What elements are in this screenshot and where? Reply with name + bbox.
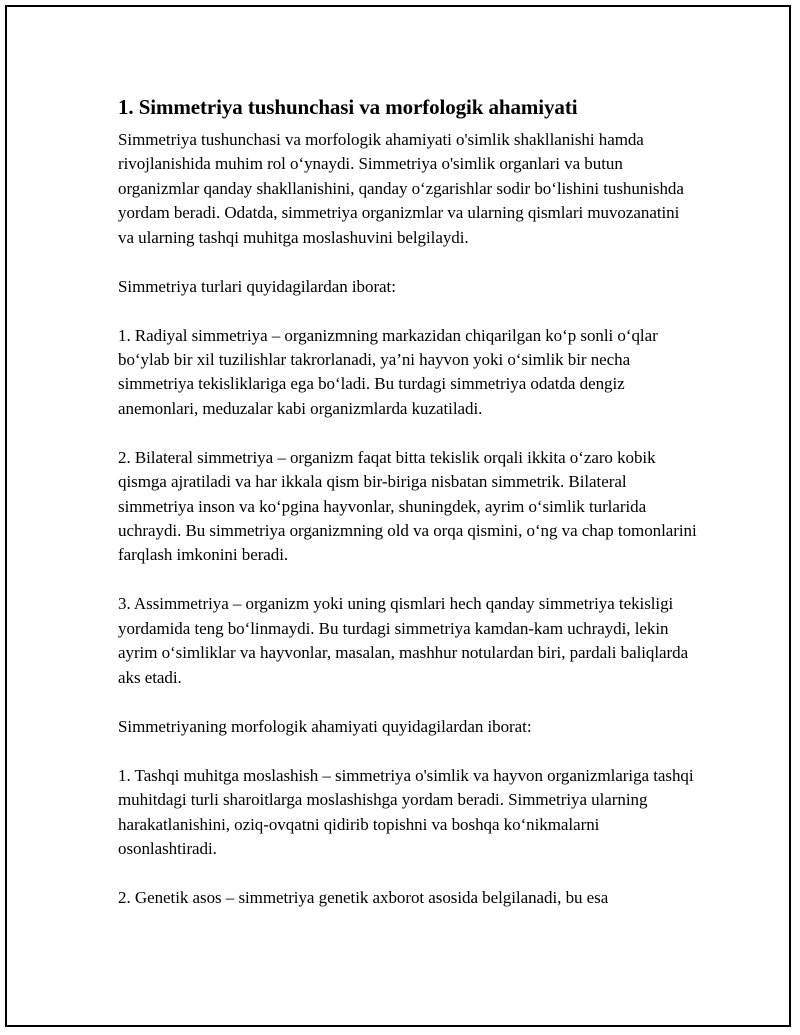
section-heading: 1. Simmetriya tushunchasi va morfologik ahamiyati <box>118 95 578 119</box>
paragraph-types-intro: Simmetriya turlari quyidagilardan iborat: <box>118 276 396 296</box>
paragraph-genetic: 2. Genetik asos – simmetriya genetik axborot asosida belgilanadi, bu esa <box>118 887 609 907</box>
paragraph-adaptation: 1. Tashqi muhitga moslashish – simmetriya o'simlik va hayvon organizmlariga tashqi muhitdagi turli sharoitlarga moslashishga yordam beradi. Simmetriya ularning harakatlanishini, oziq-ovqatni qidirib topishni va boshqa ko‘nikmalarni osonlashtiradi. <box>118 765 694 858</box>
paragraph-bilateral: 2. Bilateral simmetriya – organizm faqat bitta tekislik orqali ikkita o‘zaro kobik qismga ajratiladi va har ikkala qism bir-biriga nisbatan simmetrik. Bilateral simmetriya inson va ko‘pgina hayvonlar, shuningdek, ayrim o‘simlik turlarida uchraydi. Bu simmetriya organizmning old va orqa qismini, o‘ng va chap tomonlarini farqlash imkonini beradi. <box>118 447 697 565</box>
paragraph-asymmetry: 3. Assimmetriya – organizm yoki uning qismlari hech qanday simmetriya tekisligi yordamida teng bo‘linmaydi. Bu turdagi simmetriya kamdan-kam uchraydi, lekin ayrim o‘simliklar va hayvonlar, masalan, mashhur notulardan biri, pardali baliqlarda aks etadi. <box>118 594 689 687</box>
paragraph-radial: 1. Radiyal simmetriya – organizmning markazidan chiqarilgan ko‘p sonli o‘qlar bo‘ylab bir xil tuzilishlar takrorlanadi, ya’ni hayvon yoki o‘simlik bir necha simmetriya tekisliklariga ega bo‘ladi. Bu turdagi simmetriya odatda dengiz anemonlari, meduzalar kabi organizmlarda kuzatiladi. <box>118 325 658 418</box>
document-body <box>118 94 698 935</box>
paragraph-significance-intro: Simmetriyaning morfologik ahamiyati quyidagilardan iborat: <box>118 716 532 736</box>
paragraph-intro: Simmetriya tushunchasi va morfologik ahamiyati o'simlik shakllanishi hamda rivojlanishida muhim rol o‘ynaydi. Simmetriya o'simlik organlari va butun organizmlar qanday shakllanishini, qanday o‘zgarishlar sodir bo‘lishini tushunishda yordam beradi. Odatda, simmetriya organizmlar va ularning qismlari muvozanatini va ularning tashqi muhitga moslashuvini belgilaydi. <box>118 130 684 247</box>
